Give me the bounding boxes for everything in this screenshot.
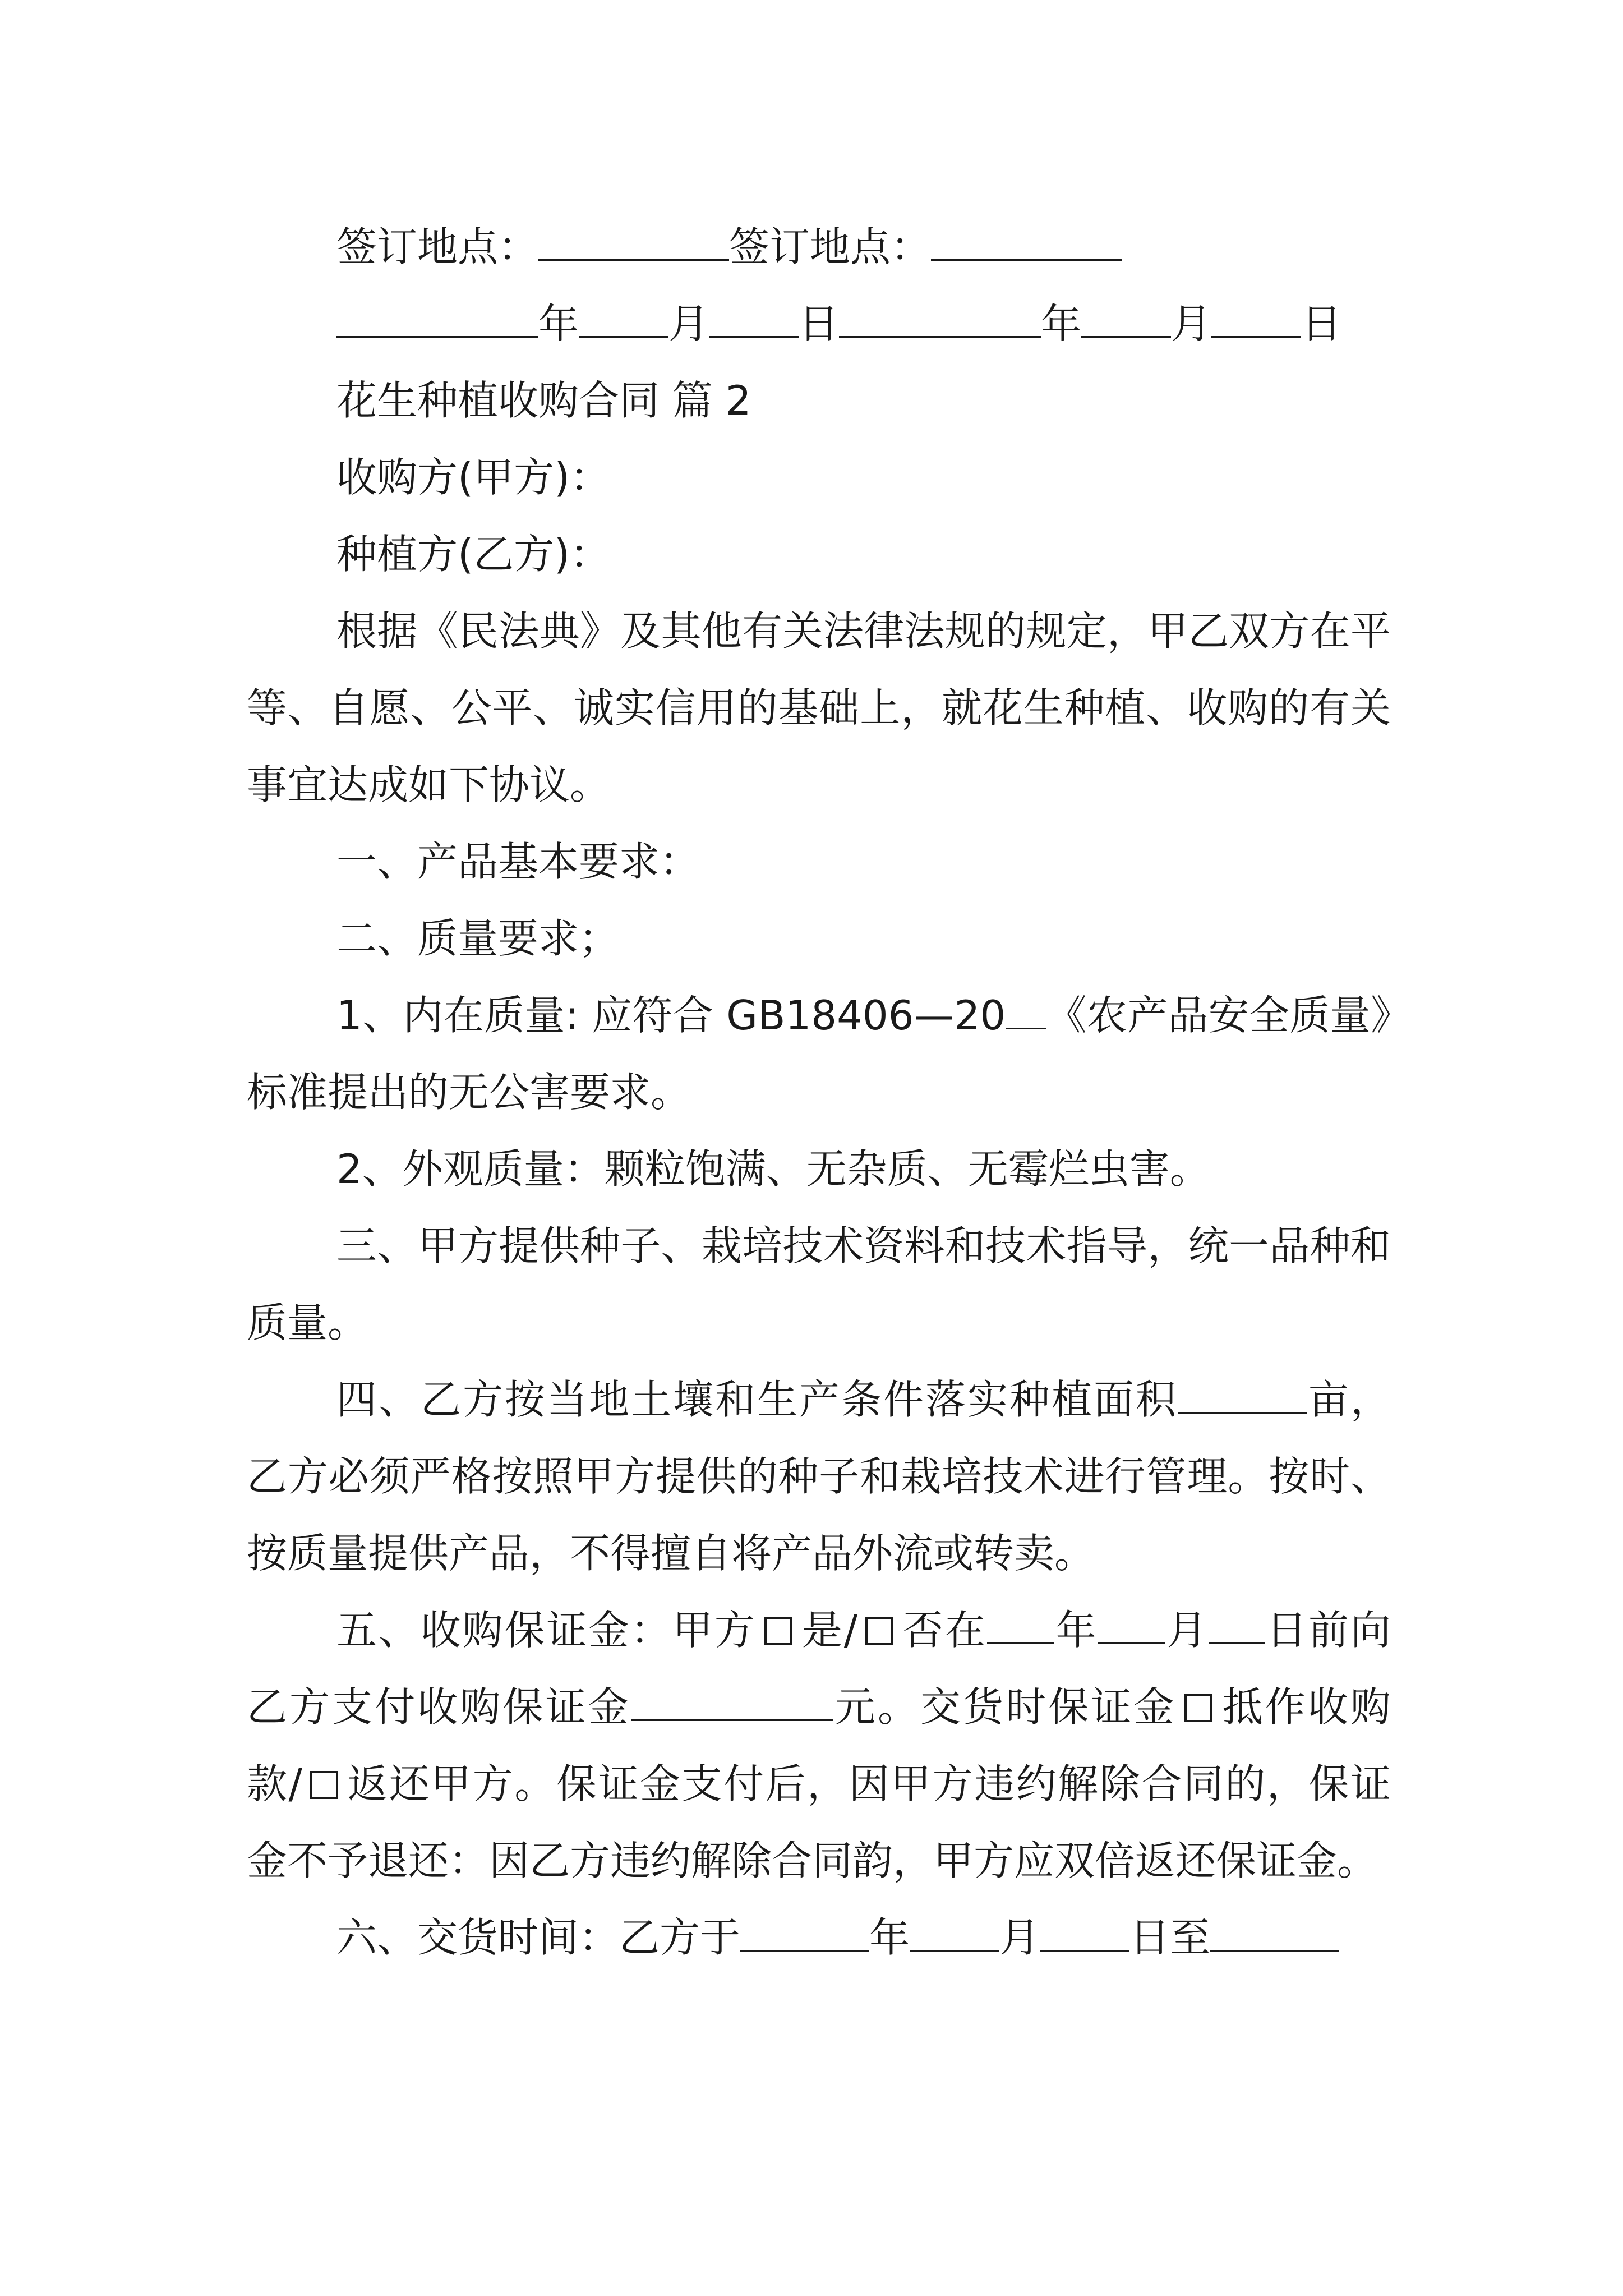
contract-title: 花生种植收购合同 篇 2 bbox=[336, 377, 751, 424]
signing-place-label-a: 签订地点： bbox=[336, 223, 539, 270]
section-4-end: 亩，乙方必须严格按照甲方提供的种子和栽培技术进行管理。按时、按质量提供产品，不得擅自将产品外流或转卖。 bbox=[247, 1376, 1391, 1577]
signing-date-line bbox=[247, 286, 1391, 362]
delivery-year-blank bbox=[740, 1915, 869, 1952]
delivery-year-label: 年 bbox=[869, 1914, 910, 1961]
intro-paragraph: 根据《民法典》及其他有关法律法规的规定，甲乙双方在平等、自愿、公平、诚实信用的基础上，就花生种植、收购的有关事宜达成如下协议。 bbox=[247, 608, 1391, 808]
deposit-month-label: 月 bbox=[1165, 1607, 1209, 1654]
date-year-label-b: 年 bbox=[1041, 300, 1082, 347]
deposit-amount-blank bbox=[631, 1685, 833, 1721]
deposit-year-label: 年 bbox=[1054, 1607, 1098, 1654]
delivery-day-to-label: 日至 bbox=[1129, 1914, 1211, 1961]
checkbox-no[interactable] bbox=[865, 1617, 893, 1645]
quality-clause-1-start: 1、内在质量: 应符合 GB18406—20 bbox=[336, 992, 1006, 1039]
party-a-line: 收购方(甲方)： bbox=[336, 454, 611, 501]
date-year-blank-a bbox=[336, 301, 538, 338]
section-3-paragraph: 三、甲方提供种子、栽培技术资料和技术指导，统一品种和质量。 bbox=[247, 1222, 1391, 1346]
section-4-start: 四、乙方按当地土壤和生产条件落实种植面积 bbox=[336, 1376, 1178, 1423]
delivery-month-blank bbox=[910, 1915, 999, 1952]
signing-place-blank-b bbox=[931, 224, 1122, 261]
checkbox-yes[interactable] bbox=[764, 1617, 792, 1645]
date-month-blank-a bbox=[579, 301, 668, 338]
date-year-label-a: 年 bbox=[538, 300, 579, 347]
option-offset-label: 抵作收购款/ bbox=[247, 1683, 1391, 1807]
section-4-paragraph bbox=[247, 1361, 1391, 1592]
deposit-day-blank bbox=[1209, 1608, 1265, 1644]
delivery-day-blank bbox=[1040, 1915, 1129, 1952]
date-month-blank-b bbox=[1081, 301, 1171, 338]
standard-year-blank bbox=[1006, 993, 1046, 1029]
date-month-label-b: 月 bbox=[1171, 300, 1212, 347]
deposit-month-blank bbox=[1098, 1608, 1165, 1644]
date-month-label-a: 月 bbox=[668, 300, 709, 347]
section-6-start: 六、交货时间：乙方于 bbox=[336, 1914, 741, 1961]
section-2-heading: 二、质量要求； bbox=[336, 915, 620, 962]
date-day-label-b: 日 bbox=[1301, 300, 1342, 347]
quality-clause-1-end: 《农产品安全质量》标准提出的无公害要求。 bbox=[247, 992, 1391, 1116]
planting-area-blank bbox=[1178, 1377, 1307, 1414]
document-body bbox=[247, 209, 1391, 1976]
checkbox-return[interactable] bbox=[310, 1771, 338, 1799]
section-5-start: 五、收购保证金：甲方 bbox=[336, 1607, 757, 1654]
option-yes-label: 是/ bbox=[800, 1607, 857, 1654]
signing-place-blank-a bbox=[538, 224, 729, 261]
signing-place-label-b: 签订地点： bbox=[729, 223, 932, 270]
date-day-label-a: 日 bbox=[799, 300, 840, 347]
quality-clause-1 bbox=[247, 977, 1391, 1131]
party-b-line: 种植方(乙方)： bbox=[336, 531, 611, 578]
deposit-payment-text: 日前向乙方支付收购保证金 bbox=[247, 1607, 1391, 1731]
delivery-end-blank bbox=[1210, 1915, 1339, 1952]
deposit-year-blank bbox=[987, 1608, 1054, 1644]
delivery-month-label: 月 bbox=[999, 1914, 1040, 1961]
section-6-line bbox=[247, 1899, 1391, 1976]
date-day-blank-b bbox=[1211, 301, 1301, 338]
quality-clause-2: 2、外观质量：颗粒饱满、无杂质、无霉烂虫害。 bbox=[336, 1145, 1210, 1193]
date-year-blank-b bbox=[839, 301, 1041, 338]
section-5-paragraph bbox=[247, 1592, 1391, 1899]
deposit-yuan-text: 元。交货时保证金 bbox=[832, 1683, 1177, 1731]
checkbox-offset[interactable] bbox=[1184, 1694, 1212, 1722]
signing-place-line bbox=[247, 209, 1391, 286]
option-no-label: 否在 bbox=[901, 1607, 987, 1654]
date-day-blank-a bbox=[709, 301, 799, 338]
section-1-heading: 一、产品基本要求： bbox=[336, 838, 700, 885]
section-5-end: 返还甲方。保证金支付后，因甲方违约解除合同的，保证金不予退还：因乙方违约解除合同韵，甲方应双倍返还保证金。 bbox=[247, 1760, 1391, 1884]
